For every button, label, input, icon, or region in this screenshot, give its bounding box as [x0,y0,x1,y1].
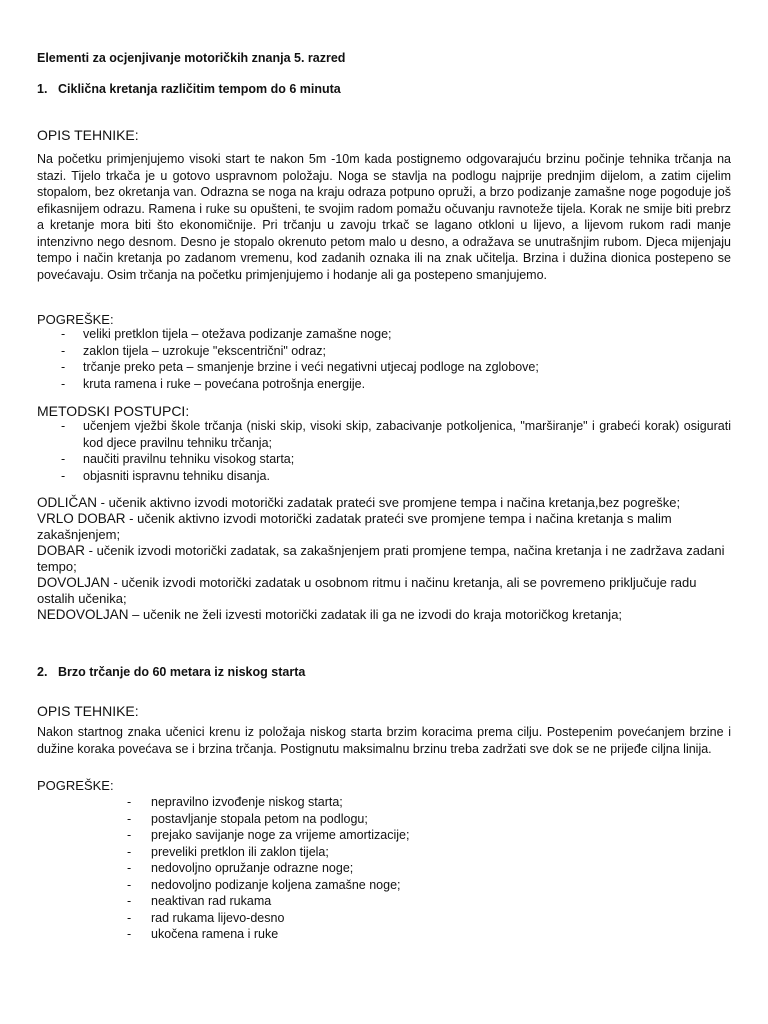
section-2-number: 2. [37,665,48,679]
list-item: - naučiti pravilnu tehniku visokog starta; [61,452,295,466]
dash-bullet: - [127,877,132,892]
dash-bullet: - [127,861,132,875]
section-1-grades [37,495,731,623]
section-1-technique-label: OPIS TEHNIKE: [37,127,139,143]
list-item: - nedovoljno opružanje odrazne noge; [127,861,354,875]
dash-bullet: - [127,828,132,842]
document-title: Elementi za ocjenjivanje motoričkih znanja 5. razred [37,51,346,65]
list-item: - rad rukama lijevo-desno [127,910,285,925]
dash-bullet: - [61,452,66,466]
list-item: - veliki pretklon tijela – otežava podizanje zamašne noge; [61,327,392,341]
section-1-heading [37,82,341,96]
section-1-methods-list [37,418,731,484]
dash-bullet: - [127,910,132,925]
list-item: - prejako savijanje noge za vrijeme amortizacije; [127,828,410,842]
dash-bullet: - [127,795,132,809]
section-1-number: 1. [37,82,48,96]
section-2-technique-label: OPIS TEHNIKE: [37,703,139,719]
grade-entry: VRLO DOBAR - učenik aktivno izvodi motorički zadatak prateći sve promjene tempa i načina kretanja s malim zakašnjenjem; [37,511,672,542]
section-2-errors-label: POGREŠKE: [37,778,114,793]
grade-entry: NEDOVOLJAN – učenik ne želi izvesti motorički zadatak ili ga ne izvodi do kraja motoričkog kretanja; [37,607,623,622]
section-2-technique-text: Nakon startnog znaka učenici krenu iz položaja niskog starta brzim koracima prema cilju. Postepenim povećanjem brzine i dužine koraka povećava se i brzina trčanja. Postignutu maksimalnu brzinu treba zadržati sve dok se ne prijeđe ciljna linija. [37,725,731,756]
grade-entry: ODLIČAN - učenik aktivno izvodi motorički zadatak prateći sve promjene tempa i načina kretanja,bez pogreške; [37,495,681,510]
grade-entry: DOBAR - učenik izvodi motorički zadatak, sa zakašnjenjem prati promjene tempa, načina kretanja i ne zadržava zadani tempo; [37,543,725,574]
list-item: - kruta ramena i ruke – povećana potrošnja energije. [61,376,366,391]
grade-label: VRLO DOBAR [37,511,126,526]
section-2-errors-list [37,794,409,943]
dash-bullet: - [61,419,66,433]
grade-label: ODLIČAN [37,495,98,510]
dash-bullet: - [61,468,66,483]
dash-bullet: - [61,343,66,358]
list-item: - ukočena ramena i ruke [127,927,279,941]
dash-bullet: - [61,327,66,341]
list-item: - objasniti ispravnu tehniku disanja. [61,468,270,483]
dash-bullet: - [127,811,132,826]
grade-label: NEDOVOLJAN [37,607,129,622]
grade-entry: DOVOLJAN - učenik izvodi motorički zadatak u osobnom ritmu i načinu kretanja, ali se povremeno priključuje radu ostalih učenika; [37,575,697,606]
list-item: - postavljanje stopala petom na podlogu; [127,811,368,826]
dash-bullet: - [127,927,132,941]
list-item: - zaklon tijela – uzrokuje "ekscentrični" odraz; [61,343,327,358]
dash-bullet: - [61,376,66,391]
list-item: - preveliki pretklon ili zaklon tijela; [127,844,329,859]
section-1-technique-text: Na početku primjenjujemo visoki start te nakon 5m -10m kada postignemo odgovarajuću brzinu počinje tehnika trčanja na stazi. Tijelo trkača je u gotovo uspravnom položaju. Noga se stavlja na podlogu najprije prednjim dijelom, a zatim cijelim stopalom, bez okretanja van. Odrazna se noga na kraju odraza potpuno opruži, a brzo podizanje zamašne noge pogoduje još efikasnijem odrazu. Ramena i ruke su opušteni, te svojim radom pomažu očuvanju ravnoteže tijela. Korak ne smije biti prebrz a kretanje mora biti što ekonomičnije. Pri trčanju u zavoju trkač se lagano otkloni u lijevo, a lijevom rukom radi manje intenzivno nego desnom. Desno je stopalo okrenuto petom malo u desno, a odražava se unutrašnjim rubom. Djeca mijenjaju tempo i način kretanja po zadanom vremenu, kod zadanih oznaka ili na znak učitelja. Brzina i dužina dionica postepeno se povećavaju. Osim trčanja na početku primjenjujemo i hodanje ali ga postepeno smanjujemo. [37,152,731,282]
list-item: - nedovoljno podizanje koljena zamašne noge; [127,877,401,892]
dash-bullet: - [61,360,66,374]
grade-label: DOBAR [37,543,86,558]
dash-bullet: - [127,894,132,908]
grade-label: DOVOLJAN [37,575,110,590]
list-item: - učenjem vježbi škole trčanja (niski skip, visoki skip, zabacivanje potkoljenica, "marširanje" i grabeći korak) osigurati kod djece pravilnu tehniku trčanja; [61,419,731,450]
list-item: - trčanje preko peta – smanjenje brzine i veći negativni utjecaj podloge na zglobove; [61,360,539,374]
dash-bullet: - [127,844,132,859]
section-2-heading [37,665,305,679]
list-item: - nepravilno izvođenje niskog starta; [127,795,343,809]
section-1-title: Ciklična kretanja različitim tempom do 6 minuta [58,82,341,96]
section-1-errors-label: POGREŠKE: [37,312,114,327]
section-1-methods-label: METODSKI POSTUPCI: [37,403,190,419]
section-1-errors-list [37,326,731,392]
section-2-title: Brzo trčanje do 60 metara iz niskog starta [58,665,306,679]
list-item: - neaktivan rad rukama [127,894,272,908]
